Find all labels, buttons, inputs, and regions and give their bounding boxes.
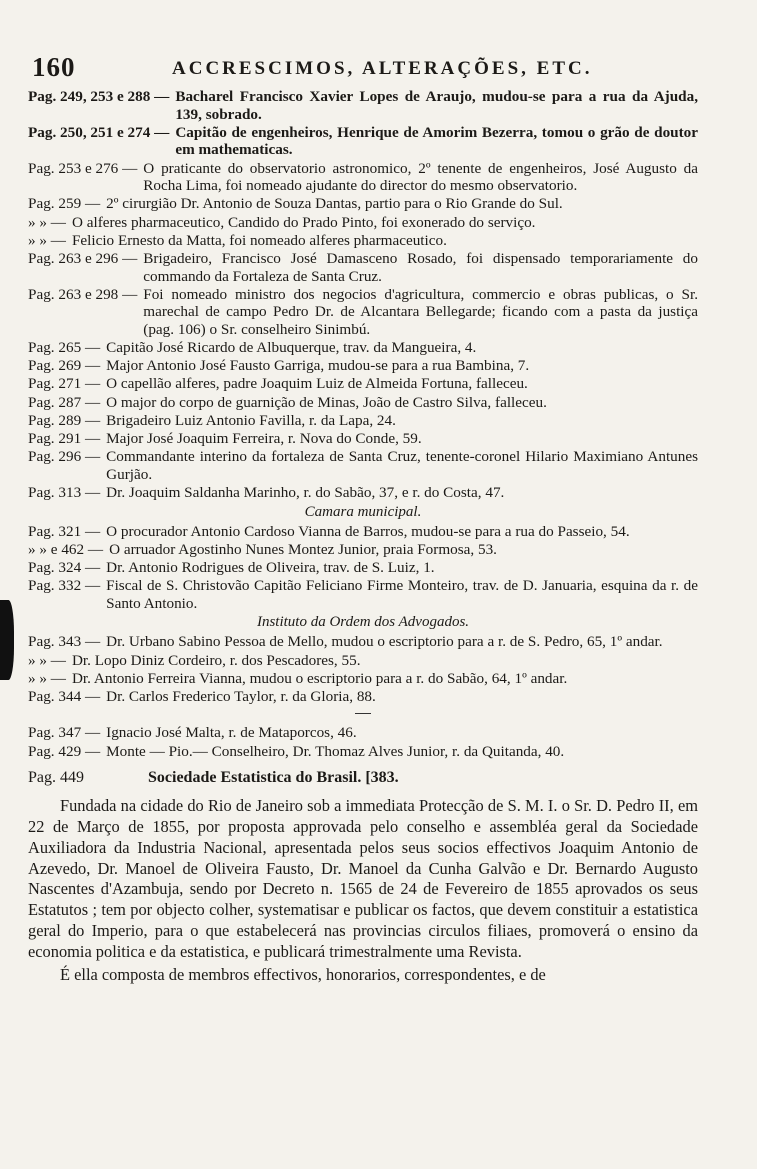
entry-text: Foi nomeado ministro dos negocios d'agricultura, commercio e obras publicas, o Sr. marechal de campo Pedro Dr. de Alcantara Bellegarde; ficando com a pasta da justiça (pag. 106) o Sr. conselheiro Sinimbú. [143, 285, 698, 338]
entry-ref: Pag. 332 — [28, 577, 101, 595]
entry-row [28, 430, 698, 448]
entry-ref: Pag. 344 — [28, 687, 101, 705]
entry-ref: Pag. 263 e 296 — [28, 249, 138, 267]
entry-text: Dr. Carlos Frederico Taylor, r. da Gloria, 88. [106, 687, 376, 705]
entry-ref: Pag. 347 — [28, 724, 101, 742]
entry-row [28, 670, 698, 688]
entry-text: Dr. Antonio Ferreira Vianna, mudou o escriptorio para a r. do Sabão, 64, 1º andar. [71, 669, 568, 687]
entry-ref: Pag. 263 e 298 — [28, 285, 138, 303]
entry-row [28, 375, 698, 393]
entry-row [28, 214, 698, 232]
entry-ref: » » — [28, 651, 66, 669]
entry-ref: Pag. 271 — [28, 375, 101, 393]
entry-text: Major José Joaquim Ferreira, r. Nova do Conde, 59. [106, 430, 422, 447]
entry-row [28, 394, 698, 412]
entry-row [28, 484, 698, 502]
entry-row [28, 559, 698, 577]
page-number: 160 [32, 52, 76, 82]
society-paragraph: Fundada na cidade do Rio de Janeiro sob a immediata Protecção de S. M. I. o Sr. D. Pedro II, em 22 de Março de 1855, por proposta approvada pelo conselho e assembléa geral da Sociedade Auxiliadora da Industria Nacional, apresentada pelos seus socios effectivos Joaquim Antonio de Azevedo, Dr. Manoel de Oliveira Fausto, Dr. Manoel da Cunha Galvão e Dr. Bernardo Augusto Nascentes d'Azambuja, sendo por Decreto n. 1565 de 24 de Fevereiro de 1855 aprovados os seus Estatutos ; tem por objecto colher, systematisar e publicar os factos, que devem constituir a estatistica geral do Imperio, para o que estabelecerá nas provincias circulos filiaes, promoverá o ensino da economia politica e da estatistica, e publicará trimestralmente uma Revista. [28, 796, 698, 961]
entry-text: Major Antonio José Fausto Garriga, mudou-se para a rua Bambina, 7. [106, 357, 530, 375]
entry-text: Dr. Lopo Diniz Cordeiro, r. dos Pescadores, 55. [71, 651, 361, 669]
entry-row [28, 286, 698, 339]
entry-row [28, 195, 698, 213]
entry-ref: Pag. 313 — [28, 483, 101, 501]
entry-row [28, 577, 698, 612]
entry-ref: Pag. 265 — [28, 339, 101, 357]
entry-ref: Pag. 429 — [28, 742, 101, 760]
entry-ref: Pag. 287 — [28, 393, 101, 411]
entry-text: Brigadeiro, Francisco José Damasceno Rosado, foi dispensado temporariamente do commando da Fortaleza de Santa Cruz. [143, 249, 698, 285]
entry-ref: Pag. 321 — [28, 522, 101, 540]
entry-text: O arruador Agostinho Nunes Montez Junior, praia Formosa, 53. [109, 540, 497, 558]
entry-text: Capitão de engenheiros, Henrique de Amorim Bezerra, tomou o grão de doutor em mathematicas. [175, 123, 698, 159]
entry-text: O procurador Antonio Cardoso Vianna de Barros, mudou-se para a rua do Passeio, 54. [106, 522, 630, 540]
entry-row [28, 448, 698, 483]
entry-row [28, 743, 698, 761]
entry-text: O praticante do observatorio astronomico, 2º tenente de engenheiros, José Augusto da Rocha Lima, foi nomeado ajudante do director do mesmo observatorio. [143, 159, 698, 195]
section-title-camara: Camara municipal. [304, 503, 422, 520]
entry-text: Felicio Ernesto da Matta, foi nomeado alferes pharmaceutico. [71, 231, 447, 249]
entry-text: Dr. Antonio Rodrigues de Oliveira, trav. de S. Luiz, 1. [106, 558, 435, 576]
entry-ref: Pag. 253 e 276 — [28, 159, 138, 177]
society-ref: Pag. 449 [28, 769, 84, 787]
entry-text: O capellão alferes, padre Joaquim Luiz de Almeida Fortuna, falleceu. [106, 375, 528, 393]
entry-text: Ignacio José Malta, r. de Mataporcos, 46. [106, 724, 357, 742]
entry-row [28, 688, 698, 706]
entry-row [28, 232, 698, 250]
entry-row [28, 250, 698, 285]
society-paragraph-continued: É ella composta de membros effectivos, honorarios, correspondentes, e de [60, 964, 546, 984]
entry-ref: Pag. 250, 251 e 274 — [28, 123, 170, 141]
entry-row [28, 124, 698, 159]
entry-row [28, 357, 698, 375]
entry-ref: Pag. 289 — [28, 411, 101, 429]
page-header [32, 52, 692, 88]
entry-text: O major do corpo de guarnição de Minas, João de Castro Silva, falleceu. [106, 393, 547, 411]
entry-text: Monte — Pio.— Conselheiro, Dr. Thomaz Alves Junior, r. da Quitanda, 40. [106, 742, 565, 760]
entry-text: O alferes pharmaceutico, Candido do Prado Pinto, foi exonerado do serviço. [71, 213, 536, 231]
entry-text: Commandante interino da fortaleza de Santa Cruz, tenente-coronel Hilario Maximiano Antunes Gurjão. [106, 448, 698, 483]
entry-ref: » » e 462 — [28, 540, 104, 558]
running-title: ACCRESCIMOS, ALTERAÇÕES, ETC. [172, 58, 593, 79]
entry-row [28, 541, 698, 559]
entry-text: Dr. Urbano Sabino Pessoa de Mello, mudou o escriptorio para a r. de S. Pedro, 65, 1º andar. [106, 633, 663, 651]
entry-ref: Pag. 296 — [28, 448, 101, 466]
society-title: Sociedade Estatistica do Brasil. [383. [148, 769, 399, 787]
entry-row [28, 160, 698, 195]
entry-text: Fiscal de S. Christovão Capitão Feliciano Firme Monteiro, trav. de D. Januaria, esquina da r. de Santo Antonio. [106, 577, 698, 612]
entry-ref: Pag. 249, 253 e 288 — [28, 88, 170, 105]
entries-block [28, 88, 698, 985]
entry-text: Dr. Joaquim Saldanha Marinho, r. do Sabão, 37, e r. do Costa, 47. [106, 483, 505, 501]
entry-ref: Pag. 259 — [28, 195, 101, 213]
entry-text: Bacharel Francisco Xavier Lopes de Araujo, mudou-se para a rua da Ajuda, 139, sobrado. [175, 88, 698, 123]
entry-text: Brigadeiro Luiz Antonio Favilla, r. da Lapa, 24. [106, 411, 396, 429]
entry-ref: » » — [28, 669, 66, 687]
entry-row [28, 412, 698, 430]
entry-ref: Pag. 269 — [28, 357, 101, 375]
entry-row [28, 724, 698, 742]
entries-final [28, 724, 698, 760]
separator-rule [355, 713, 371, 714]
entry-ref: Pag. 291 — [28, 430, 101, 447]
entry-row [28, 88, 698, 123]
entry-text: 2º cirurgião Dr. Antonio de Souza Dantas, partio para o Rio Grande do Sul. [106, 195, 563, 213]
entry-ref: Pag. 343 — [28, 633, 101, 651]
society-heading [28, 768, 698, 788]
entry-row [28, 652, 698, 670]
entry-ref: » » — [28, 213, 66, 231]
entries-advogados [28, 633, 698, 705]
entry-row [28, 339, 698, 357]
entries-camara [28, 523, 698, 613]
binding-shadow [0, 600, 14, 680]
entry-ref: Pag. 324 — [28, 558, 101, 576]
entry-text: Capitão José Ricardo de Albuquerque, trav. da Mangueira, 4. [106, 339, 477, 357]
entries-main [28, 88, 698, 502]
section-title-advogados: Instituto da Ordem dos Advogados. [256, 614, 470, 631]
entry-row [28, 523, 698, 541]
entry-row [28, 633, 698, 651]
entry-ref: » » — [28, 231, 66, 249]
